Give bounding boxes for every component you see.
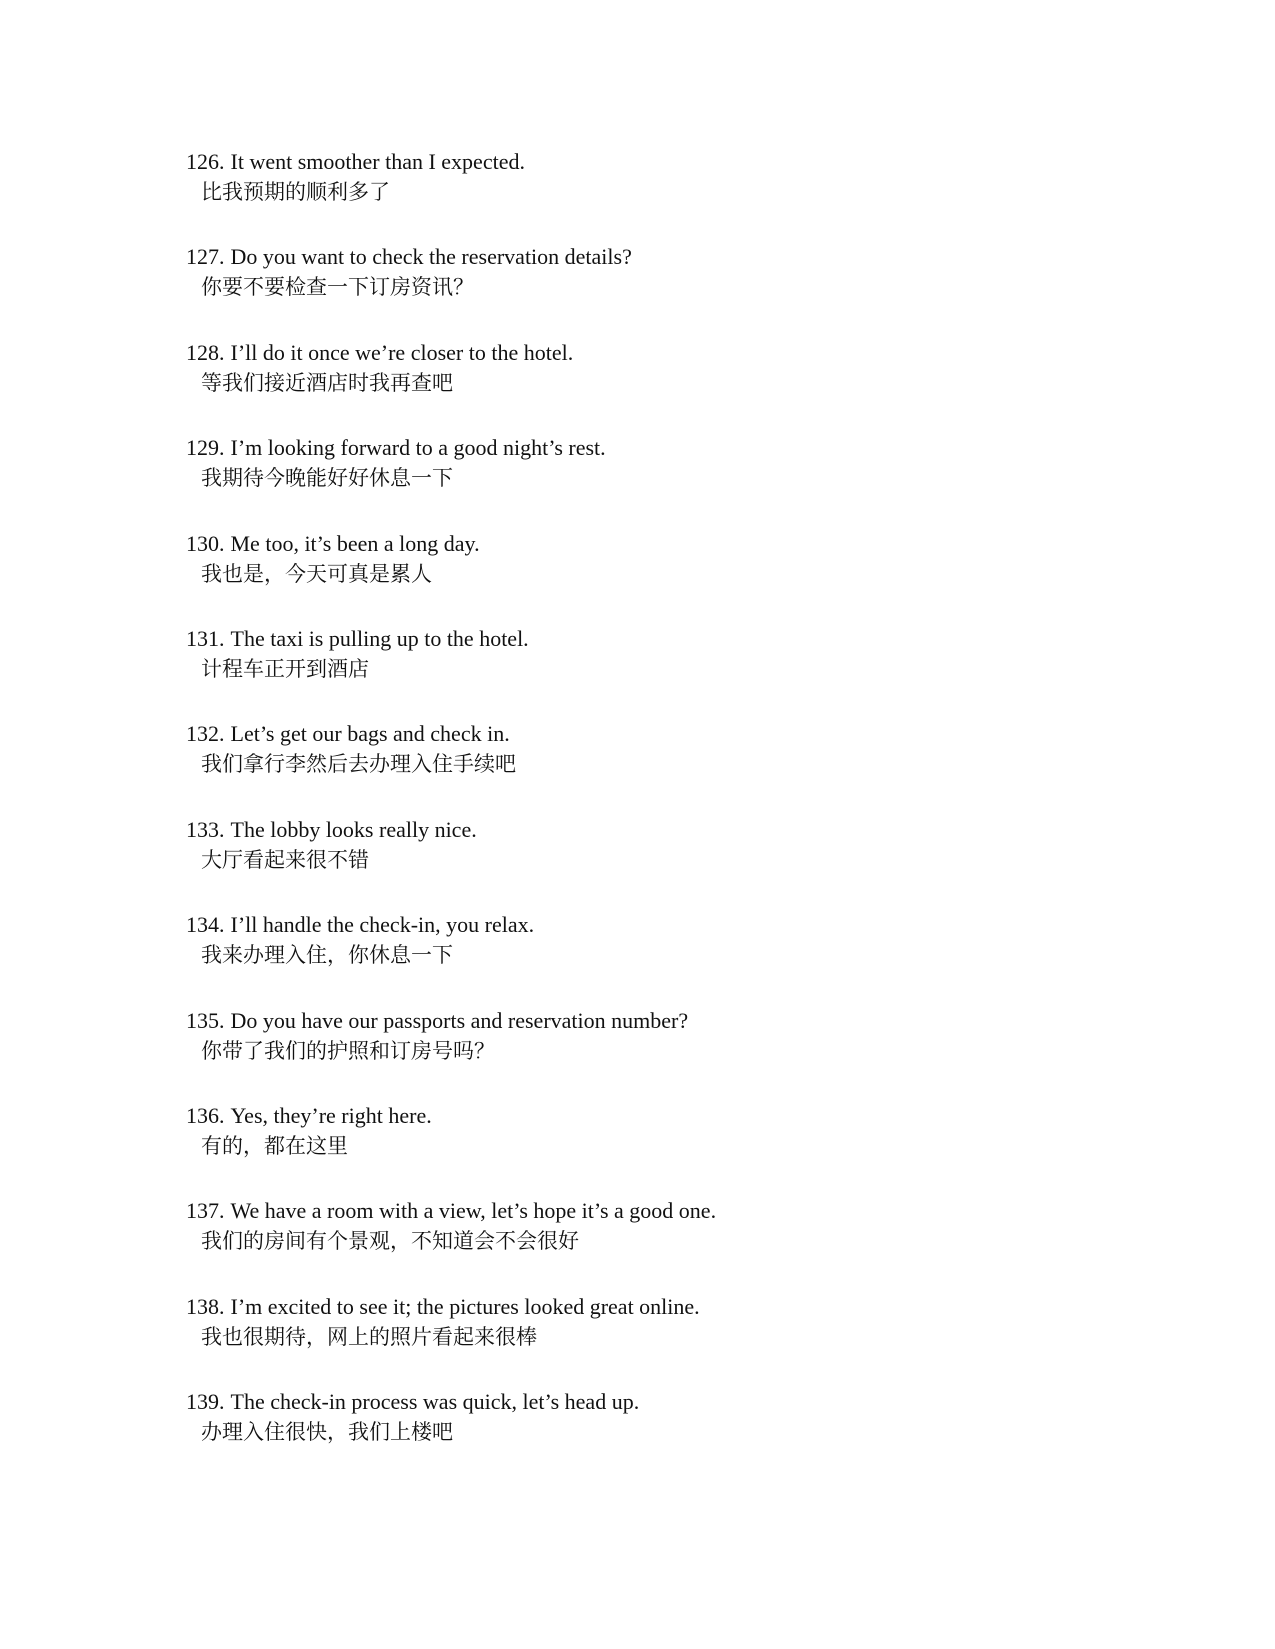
- chinese-translation: 我也很期待，网上的照片看起来很棒: [201, 1324, 537, 1349]
- english-sentence: I’ll do it once we’re closer to the hotel.: [230, 339, 574, 365]
- chinese-translation: 你带了我们的护照和订房号吗？: [201, 1038, 495, 1063]
- english-sentence: The check-in process was quick, let’s head up.: [230, 1389, 640, 1415]
- english-line: [186, 1292, 1086, 1322]
- chinese-translation: 大厅看起来很不错: [201, 847, 369, 872]
- chinese-translation: 办理入住很快，我们上楼吧: [201, 1420, 453, 1445]
- english-sentence: The taxi is pulling up to the hotel.: [230, 625, 529, 651]
- phrase-entry: [186, 242, 1086, 337]
- english-line: [186, 1387, 1086, 1417]
- phrase-entry: [186, 815, 1086, 910]
- entry-number: 136.: [186, 1102, 225, 1128]
- english-sentence: It went smoother than I expected.: [230, 149, 525, 174]
- phrase-entry: [186, 624, 1086, 719]
- chinese-translation: 你要不要检查一下订房资讯？: [201, 275, 474, 300]
- english-line: [186, 338, 1086, 368]
- entry-number: 138.: [186, 1293, 225, 1319]
- entry-number: 132.: [186, 721, 225, 747]
- chinese-translation: 我们拿行李然后去办理入住手续吧: [201, 752, 516, 777]
- english-sentence: Me too, it’s been a long day.: [230, 530, 480, 556]
- english-line: [186, 433, 1086, 463]
- phrase-entry: [186, 719, 1086, 814]
- english-line: [186, 529, 1086, 559]
- phrase-entry: [186, 433, 1086, 528]
- chinese-translation: 比我预期的顺利多了: [201, 180, 390, 204]
- chinese-translation: 等我们接近酒店时我再查吧: [201, 370, 453, 395]
- phrase-entry: [186, 338, 1086, 433]
- entry-number: 130.: [186, 530, 225, 556]
- entry-number: 133.: [186, 816, 225, 842]
- phrase-entry: [186, 1101, 1086, 1196]
- phrase-list: [186, 147, 1086, 1482]
- chinese-translation: 我期待今晚能好好休息一下: [201, 466, 453, 491]
- phrase-entry: [186, 1196, 1086, 1291]
- entry-number: 126.: [186, 149, 225, 174]
- english-line: [186, 719, 1086, 749]
- chinese-translation: 我们的房间有个景观，不知道会不会很好: [201, 1229, 579, 1254]
- phrase-entry: [186, 1292, 1086, 1387]
- entry-number: 139.: [186, 1389, 225, 1415]
- english-line: [186, 1196, 1086, 1226]
- english-sentence: Let’s get our bags and check in.: [230, 721, 510, 747]
- chinese-translation: 计程车正开到酒店: [201, 656, 369, 681]
- entry-number: 127.: [186, 244, 225, 270]
- chinese-translation: 我也是，今天可真是累人: [201, 561, 432, 586]
- english-sentence: I’m looking forward to a good night’s rest.: [230, 435, 606, 461]
- english-line: [186, 624, 1086, 654]
- entry-number: 135.: [186, 1007, 225, 1033]
- entry-number: 129.: [186, 435, 225, 461]
- english-line: [186, 147, 1086, 177]
- phrase-entry: [186, 1006, 1086, 1101]
- english-sentence: Do you have our passports and reservation number?: [230, 1007, 689, 1033]
- entry-number: 131.: [186, 625, 225, 651]
- chinese-translation: 有的，都在这里: [201, 1133, 348, 1158]
- phrase-entry: [186, 529, 1086, 624]
- entry-number: 137.: [186, 1198, 225, 1224]
- english-sentence: Yes, they’re right here.: [230, 1102, 432, 1128]
- english-line: [186, 1101, 1086, 1131]
- english-sentence: We have a room with a view, let’s hope it’s a good one.: [230, 1198, 717, 1224]
- english-line: [186, 1006, 1086, 1036]
- entry-number: 128.: [186, 339, 225, 365]
- english-line: [186, 910, 1086, 940]
- english-sentence: The lobby looks really nice.: [230, 816, 477, 842]
- english-sentence: I’m excited to see it; the pictures looked great online.: [230, 1293, 700, 1319]
- english-line: [186, 242, 1086, 272]
- english-line: [186, 815, 1086, 845]
- english-sentence: Do you want to check the reservation details?: [230, 244, 632, 270]
- english-sentence: I’ll handle the check-in, you relax.: [230, 912, 535, 938]
- entry-number: 134.: [186, 912, 225, 938]
- chinese-translation: 我来办理入住，你休息一下: [201, 943, 453, 968]
- phrase-entry: [186, 1387, 1086, 1482]
- phrase-entry: [186, 147, 1086, 242]
- phrase-entry: [186, 910, 1086, 1005]
